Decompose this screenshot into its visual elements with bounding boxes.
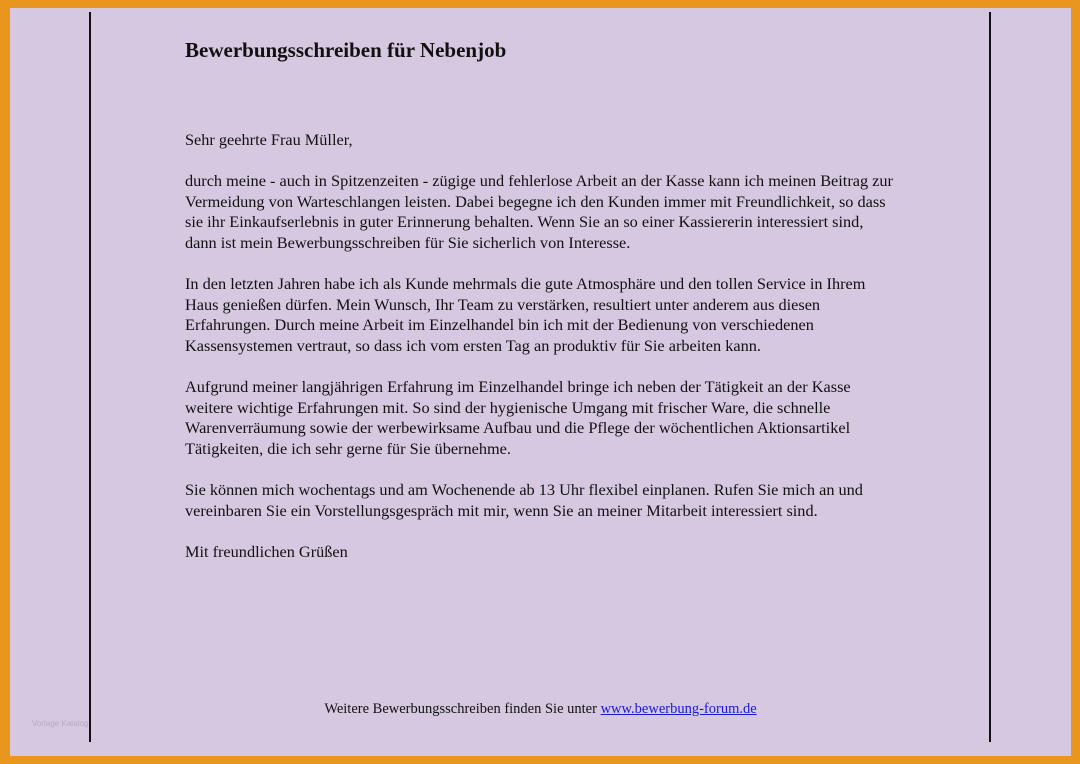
footer <box>10 701 1071 718</box>
closing: Mit freundlichen Grüßen <box>185 541 348 561</box>
letter-body <box>185 130 897 583</box>
salutation: Sehr geehrte Frau Müller, <box>185 130 353 149</box>
paragraph-4: Sie können mich wochentags und am Wochenende ab 13 Uhr flexibel einplanen. Rufen Sie mich an und vereinbaren Sie ein Vorstellungsgespräch mit mir, wenn Sie an meiner Mitarbeit interessiert sind. <box>185 480 863 520</box>
paragraph-3: Aufgrund meiner langjährigen Erfahrung im Einzelhandel bringe ich neben der Tätigkeit an der Kasse weitere wichtige Erfahrungen mit. So sind der hygienische Umgang mit frischer Ware, die schnelle Warenverräumung sowie der werbewirksame Aufbau und die Pflege der wöchentlichen Aktionsartikel Tätigkeiten, die ich sehr gerne für Sie übernehme. <box>185 377 851 458</box>
right-margin-line <box>989 12 991 742</box>
document-page <box>10 8 1071 756</box>
footer-link[interactable]: www.bewerbung-forum.de <box>600 701 757 717</box>
paragraph-2: In den letzten Jahren habe ich als Kunde mehrmals die gute Atmosphäre und den tollen Service in Ihrem Haus genießen dürfen. Mein Wunsch, Ihr Team zu verstärken, resultiert unter anderem aus diesen Erfahrungen. Durch meine Arbeit im Einzelhandel bin ich mit der Bedienung von verschiedenen Kassensystemen vertraut, so dass ich vom ersten Tag an produktiv für Sie arbeiten kann. <box>185 274 866 355</box>
paragraph-1: durch meine - auch in Spitzenzeiten - zügige und fehlerlose Arbeit an der Kasse kann ich meinen Beitrag zur Vermeidung von Warteschlangen leisten. Dabei begegne ich den Kunden immer mit Freundlichkeit, so dass sie ihr Einkaufserlebnis in guter Erinnerung behalten. Wenn Sie an so einer Kassiererin interessiert sind, dann ist mein Bewerbungsschreiben für Sie sicherlich von Interesse. <box>185 171 893 252</box>
footer-text: Weitere Bewerbungsschreiben finden Sie unter <box>324 701 601 717</box>
left-margin-line <box>89 12 91 742</box>
document-title: Bewerbungsschreiben für Nebenjob <box>185 38 507 62</box>
watermark: Vorlage Katalog <box>32 719 89 728</box>
